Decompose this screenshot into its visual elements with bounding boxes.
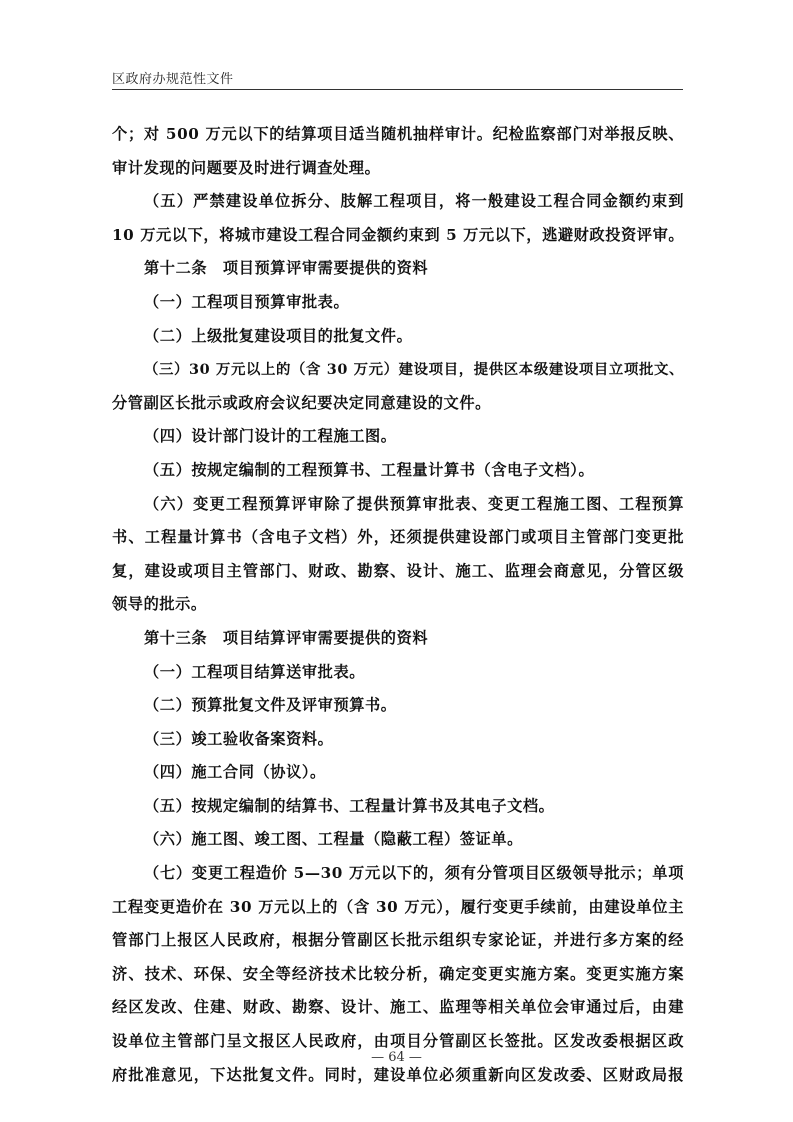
body-line: 个；对 500 万元以下的结算项目适当随机抽样审计。纪检监察部门对举报反映、 <box>112 125 684 143</box>
body-line: （一）工程项目预算审批表。 <box>144 292 350 311</box>
body-line: 经区发改、住建、财政、勘察、设计、施工、监理等相关单位会审通过后，由建 <box>112 998 684 1017</box>
body-line: 审计发现的问题要及时进行调查处理。 <box>112 158 381 177</box>
body-line: （五）按规定编制的结算书、工程量计算书及其电子文档。 <box>144 796 555 815</box>
body-line: 管部门上报区人民政府，根据分管副区长批示组织专家论证，并进行多方案的经 <box>112 931 684 950</box>
body-line: （五）按规定编制的工程预算书、工程量计算书（含电子文档）。 <box>144 460 595 479</box>
header-divider <box>112 89 683 90</box>
body-line: 书、工程量计算书（含电子文档）外，还须提供建设部门或项目主管部门变更批 <box>112 528 684 547</box>
page-number: — 64 — <box>371 1050 422 1065</box>
body-line: （一）工程项目结算送审批表。 <box>144 662 366 681</box>
body-line: 分管副区长批示或政府会议纪要决定同意建设的文件。 <box>112 393 491 412</box>
article-heading: 第十三条 项目结算评审需要提供的资料 <box>144 628 429 647</box>
document-header-title: 区政府办规范性文件 <box>112 72 234 87</box>
body-line: 府批准意见，下达批复文件。同时，建设单位必须重新向区发改委、区财政局报 <box>112 1065 684 1084</box>
body-line: 10 万元以下，将城市建设工程合同金额约束到 5 万元以下，逃避财政投资评审。 <box>112 225 684 244</box>
body-line: （四）施工合同（协议）。 <box>144 763 326 782</box>
body-line: 济、技术、环保、安全等经济技术比较分析，确定变更实施方案。变更实施方案 <box>112 964 684 983</box>
body-line: （三）30 万元以上的（含 30 万元）建设项目，提供区本级建设项目立项批文、 <box>144 361 684 379</box>
body-line: 复，建设或项目主管部门、财政、勘察、设计、施工、监理会商意见，分管区级 <box>112 561 684 580</box>
body-line: （四）设计部门设计的工程施工图。 <box>144 427 397 446</box>
body-line: （三）竣工验收备案资料。 <box>144 729 334 748</box>
document-body <box>112 118 684 1092</box>
body-line: （二）上级批复建设项目的批复文件。 <box>144 326 413 345</box>
body-line: （七）变更工程造价 5—30 万元以下的，须有分管项目区级领导批示；单项 <box>144 864 684 883</box>
body-line: 领导的批示。 <box>112 595 207 614</box>
body-line: （二）预算批复文件及评审预算书。 <box>144 696 397 715</box>
body-line: 设单位主管部门呈文报区人民政府，由项目分管副区长签批。区发改委根据区政 <box>112 1032 684 1051</box>
body-line: （五）严禁建设单位拆分、肢解工程项目，将一般建设工程合同金额约束到 <box>144 192 684 211</box>
body-line: （六）施工图、竣工图、工程量（隐蔽工程）签证单。 <box>144 830 523 849</box>
article-heading: 第十二条 项目预算评审需要提供的资料 <box>144 259 429 278</box>
body-line: 工程变更造价在 30 万元以上的（含 30 万元），履行变更手续前，由建设单位主 <box>112 897 684 916</box>
body-line: （六）变更工程预算评审除了提供预算审批表、变更工程施工图、工程预算 <box>144 494 684 513</box>
